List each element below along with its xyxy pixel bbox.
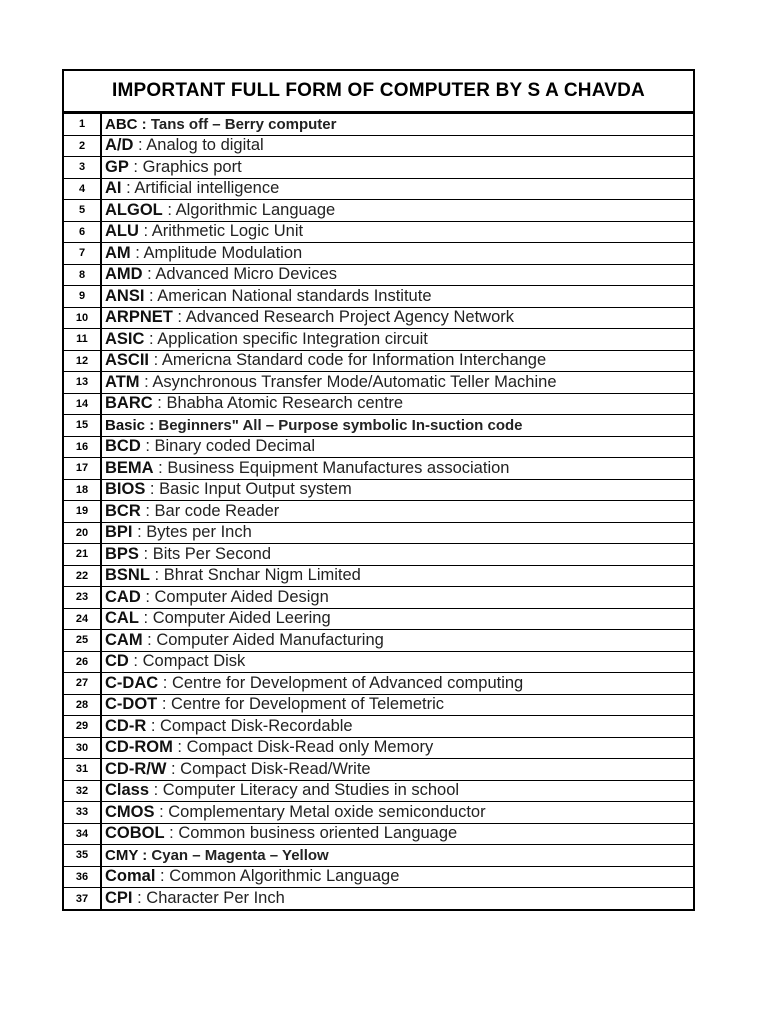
full-form-text: Artificial intelligence [134, 179, 280, 198]
full-form-cell [101, 608, 693, 630]
separator: : [144, 329, 158, 348]
full-form-cell [101, 845, 693, 867]
row-number: 25 [64, 630, 101, 652]
full-form-text: Advanced Research Project Agency Network [185, 308, 515, 327]
table-row [64, 802, 693, 824]
table-row [64, 737, 693, 759]
table-row [64, 329, 693, 351]
row-number: 34 [64, 823, 101, 845]
full-form-cell [101, 587, 693, 609]
table-row [64, 372, 693, 394]
table-row [64, 135, 693, 157]
full-form-text: Application specific Integration circuit [157, 329, 428, 348]
full-form-cell [101, 522, 693, 544]
full-form-cell [101, 565, 693, 587]
full-form-cell [101, 286, 693, 308]
table-row [64, 157, 693, 179]
abbreviation: ASIC [105, 329, 145, 348]
abbreviation: ASCII [105, 351, 150, 370]
table-row [64, 587, 693, 609]
row-number: 5 [64, 200, 101, 222]
full-form-text: Americna Standard code for Information Interchange [161, 351, 547, 370]
separator: : [138, 609, 153, 628]
abbreviation: CD-ROM [105, 738, 173, 757]
abbreviation: COBOL [105, 824, 165, 843]
row-number: 22 [64, 565, 101, 587]
full-form-cell [101, 694, 693, 716]
full-form-text: Complementary Metal oxide semiconductor [168, 802, 486, 821]
row-number: 17 [64, 458, 101, 480]
abbreviation: ABC [105, 115, 138, 133]
full-form-text: Bits Per Second [152, 544, 272, 563]
full-form-text: Tans off – Berry computer [150, 115, 337, 133]
table-row [64, 780, 693, 802]
full-form-text: Binary coded Decimal [154, 437, 316, 456]
table-body [64, 114, 693, 910]
separator: : [157, 695, 172, 714]
abbreviation: ATM [105, 372, 140, 391]
separator: : [138, 846, 152, 864]
full-form-cell [101, 243, 693, 265]
table-row [64, 501, 693, 523]
abbreviation: CD [105, 652, 129, 671]
row-number: 11 [64, 329, 101, 351]
table-row [64, 458, 693, 480]
separator: : [145, 416, 159, 434]
full-form-text: Graphics port [142, 157, 242, 176]
separator: : [128, 652, 143, 671]
full-form-text: Compact Disk-Read/Write [180, 759, 371, 778]
separator: : [130, 243, 144, 262]
separator: : [158, 673, 172, 692]
full-form-text: Advanced Micro Devices [155, 265, 337, 284]
row-number: 9 [64, 286, 101, 308]
separator: : [146, 716, 161, 735]
full-form-cell [101, 737, 693, 759]
full-form-text: Cyan – Magenta – Yellow [151, 846, 329, 864]
full-form-text: Computer Aided Design [154, 587, 329, 606]
abbreviation: GP [105, 157, 129, 176]
separator: : [172, 308, 186, 327]
full-form-cell [101, 866, 693, 888]
table-row [64, 565, 693, 587]
full-form-text: Compact Disk [142, 652, 246, 671]
full-form-text: Computer Aided Manufacturing [156, 630, 384, 649]
full-form-text: Arithmetic Logic Unit [151, 222, 304, 241]
abbreviation: BPI [105, 523, 133, 542]
full-form-cell [101, 630, 693, 652]
full-form-text: Centre for Development of Telemetric [171, 695, 444, 714]
separator: : [138, 222, 152, 241]
full-form-text: Amplitude Modulation [143, 243, 303, 262]
table-row [64, 350, 693, 372]
row-number: 24 [64, 608, 101, 630]
abbreviation: ANSI [105, 286, 145, 305]
separator: : [140, 501, 155, 520]
full-form-text: Business Equipment Manufactures association [167, 458, 510, 477]
table-row [64, 630, 693, 652]
abbreviation: CAM [105, 630, 143, 649]
full-form-text: Analog to digital [146, 136, 264, 155]
abbreviation: Class [105, 781, 150, 800]
table-row [64, 307, 693, 329]
abbreviation: ALGOL [105, 200, 163, 219]
row-number: 36 [64, 866, 101, 888]
abbreviation: AM [105, 243, 131, 262]
table-row [64, 415, 693, 437]
table-row [64, 200, 693, 222]
abbreviation: BCD [105, 437, 141, 456]
separator: : [133, 136, 147, 155]
full-form-cell [101, 716, 693, 738]
row-number: 31 [64, 759, 101, 781]
row-number: 8 [64, 264, 101, 286]
separator: : [139, 372, 153, 391]
separator: : [138, 544, 153, 563]
separator: : [132, 523, 147, 542]
abbreviation: ALU [105, 222, 139, 241]
separator: : [166, 759, 181, 778]
row-number: 7 [64, 243, 101, 265]
full-form-cell [101, 221, 693, 243]
table-row [64, 823, 693, 845]
separator: : [142, 630, 157, 649]
abbreviation: CMY [105, 846, 139, 864]
row-number: 2 [64, 135, 101, 157]
separator: : [162, 200, 176, 219]
row-number: 26 [64, 651, 101, 673]
table-row [64, 608, 693, 630]
abbreviation: BEMA [105, 458, 154, 477]
table-row [64, 845, 693, 867]
full-form-cell [101, 329, 693, 351]
row-number: 15 [64, 415, 101, 437]
separator: : [172, 738, 187, 757]
full-form-cell [101, 780, 693, 802]
abbreviation: AI [105, 179, 122, 198]
full-form-text: Compact Disk-Read only Memory [186, 738, 434, 757]
separator: : [152, 394, 167, 413]
separator: : [149, 566, 164, 585]
table-row [64, 651, 693, 673]
table-row [64, 544, 693, 566]
full-form-cell [101, 157, 693, 179]
row-number: 35 [64, 845, 101, 867]
full-form-text: Character Per Inch [146, 889, 285, 907]
table-row [64, 716, 693, 738]
full-form-text: Asynchronous Transfer Mode/Automatic Teller Machine [152, 372, 557, 391]
full-form-text: Bytes per Inch [146, 523, 252, 542]
abbreviation: CPI [105, 889, 133, 907]
full-form-cell [101, 479, 693, 501]
full-form-text: Compact Disk-Recordable [160, 716, 353, 735]
table-row [64, 436, 693, 458]
table-row [64, 221, 693, 243]
row-number: 28 [64, 694, 101, 716]
abbreviation: BIOS [105, 480, 146, 499]
row-number: 14 [64, 393, 101, 415]
full-form-table [64, 113, 693, 909]
full-form-text: Bhabha Atomic Research centre [166, 394, 404, 413]
row-number: 13 [64, 372, 101, 394]
table-row [64, 694, 693, 716]
full-form-text: American National standards Institute [157, 286, 432, 305]
row-number: 32 [64, 780, 101, 802]
row-number: 37 [64, 888, 101, 910]
row-number: 6 [64, 221, 101, 243]
full-form-text: Bhrat Snchar Nigm Limited [163, 566, 361, 585]
separator: : [142, 265, 156, 284]
abbreviation: C-DOT [105, 695, 158, 714]
row-number: 30 [64, 737, 101, 759]
full-form-cell [101, 458, 693, 480]
row-number: 19 [64, 501, 101, 523]
abbreviation: ARPNET [105, 308, 173, 327]
table-row [64, 759, 693, 781]
abbreviation: BSNL [105, 566, 150, 585]
full-form-cell [101, 823, 693, 845]
table-row [64, 178, 693, 200]
table-row [64, 114, 693, 136]
table-row [64, 243, 693, 265]
abbreviation: A/D [105, 136, 134, 155]
full-form-cell [101, 200, 693, 222]
row-number: 21 [64, 544, 101, 566]
full-form-cell [101, 372, 693, 394]
separator: : [140, 587, 155, 606]
full-form-cell [101, 135, 693, 157]
full-form-cell [101, 307, 693, 329]
table-row [64, 888, 693, 910]
separator: : [149, 781, 163, 800]
abbreviation: BCR [105, 501, 141, 520]
full-form-cell [101, 264, 693, 286]
row-number: 29 [64, 716, 101, 738]
abbreviation: Basic [105, 416, 146, 434]
full-form-cell [101, 544, 693, 566]
row-number: 10 [64, 307, 101, 329]
abbreviation: CD-R/W [105, 759, 167, 778]
row-number: 18 [64, 479, 101, 501]
full-form-cell [101, 415, 693, 437]
full-form-text: Bar code Reader [154, 501, 280, 520]
row-number: 23 [64, 587, 101, 609]
full-form-text: Beginners" All – Purpose symbolic In-suction code [158, 416, 523, 434]
full-form-cell [101, 673, 693, 695]
row-number: 4 [64, 178, 101, 200]
separator: : [145, 480, 160, 499]
separator: : [154, 802, 169, 821]
full-form-text: Computer Literacy and Studies in school [162, 781, 460, 800]
table-row [64, 264, 693, 286]
row-number: 20 [64, 522, 101, 544]
abbreviation: BPS [105, 544, 139, 563]
separator: : [121, 179, 135, 198]
table-row [64, 866, 693, 888]
separator: : [153, 458, 168, 477]
row-number: 27 [64, 673, 101, 695]
full-form-text: Centre for Development of Advanced computing [171, 673, 524, 692]
full-form-cell [101, 501, 693, 523]
full-form-cell [101, 393, 693, 415]
separator: : [144, 286, 158, 305]
abbreviation: CD-R [105, 716, 147, 735]
full-form-cell [101, 759, 693, 781]
abbreviation: Comal [105, 867, 156, 886]
full-form-cell [101, 350, 693, 372]
table-row [64, 286, 693, 308]
separator: : [137, 115, 151, 133]
abbreviation: CMOS [105, 802, 155, 821]
separator: : [140, 437, 155, 456]
full-form-cell [101, 436, 693, 458]
row-number: 33 [64, 802, 101, 824]
full-form-sheet [62, 69, 695, 911]
abbreviation: CAD [105, 587, 141, 606]
separator: : [164, 824, 179, 843]
abbreviation: AMD [105, 265, 143, 284]
full-form-cell [101, 651, 693, 673]
full-form-text: Algorithmic Language [175, 200, 336, 219]
full-form-text: Basic Input Output system [159, 480, 352, 499]
page-title: IMPORTANT FULL FORM OF COMPUTER BY S A CHAVDA [64, 71, 693, 113]
full-form-text: Common business oriented Language [178, 824, 458, 843]
abbreviation: BARC [105, 394, 153, 413]
separator: : [132, 889, 147, 907]
table-row [64, 673, 693, 695]
row-number: 12 [64, 350, 101, 372]
full-form-cell [101, 178, 693, 200]
abbreviation: C-DAC [105, 673, 159, 692]
table-row [64, 393, 693, 415]
full-form-text: Computer Aided Leering [152, 609, 331, 628]
row-number: 1 [64, 114, 101, 136]
table-row [64, 479, 693, 501]
full-form-cell [101, 888, 693, 910]
separator: : [128, 157, 143, 176]
full-form-cell [101, 802, 693, 824]
full-form-text: Common Algorithmic Language [169, 867, 400, 886]
separator: : [149, 351, 162, 370]
separator: : [155, 867, 170, 886]
row-number: 3 [64, 157, 101, 179]
full-form-cell [101, 114, 693, 136]
abbreviation: CAL [105, 609, 139, 628]
table-row [64, 522, 693, 544]
row-number: 16 [64, 436, 101, 458]
